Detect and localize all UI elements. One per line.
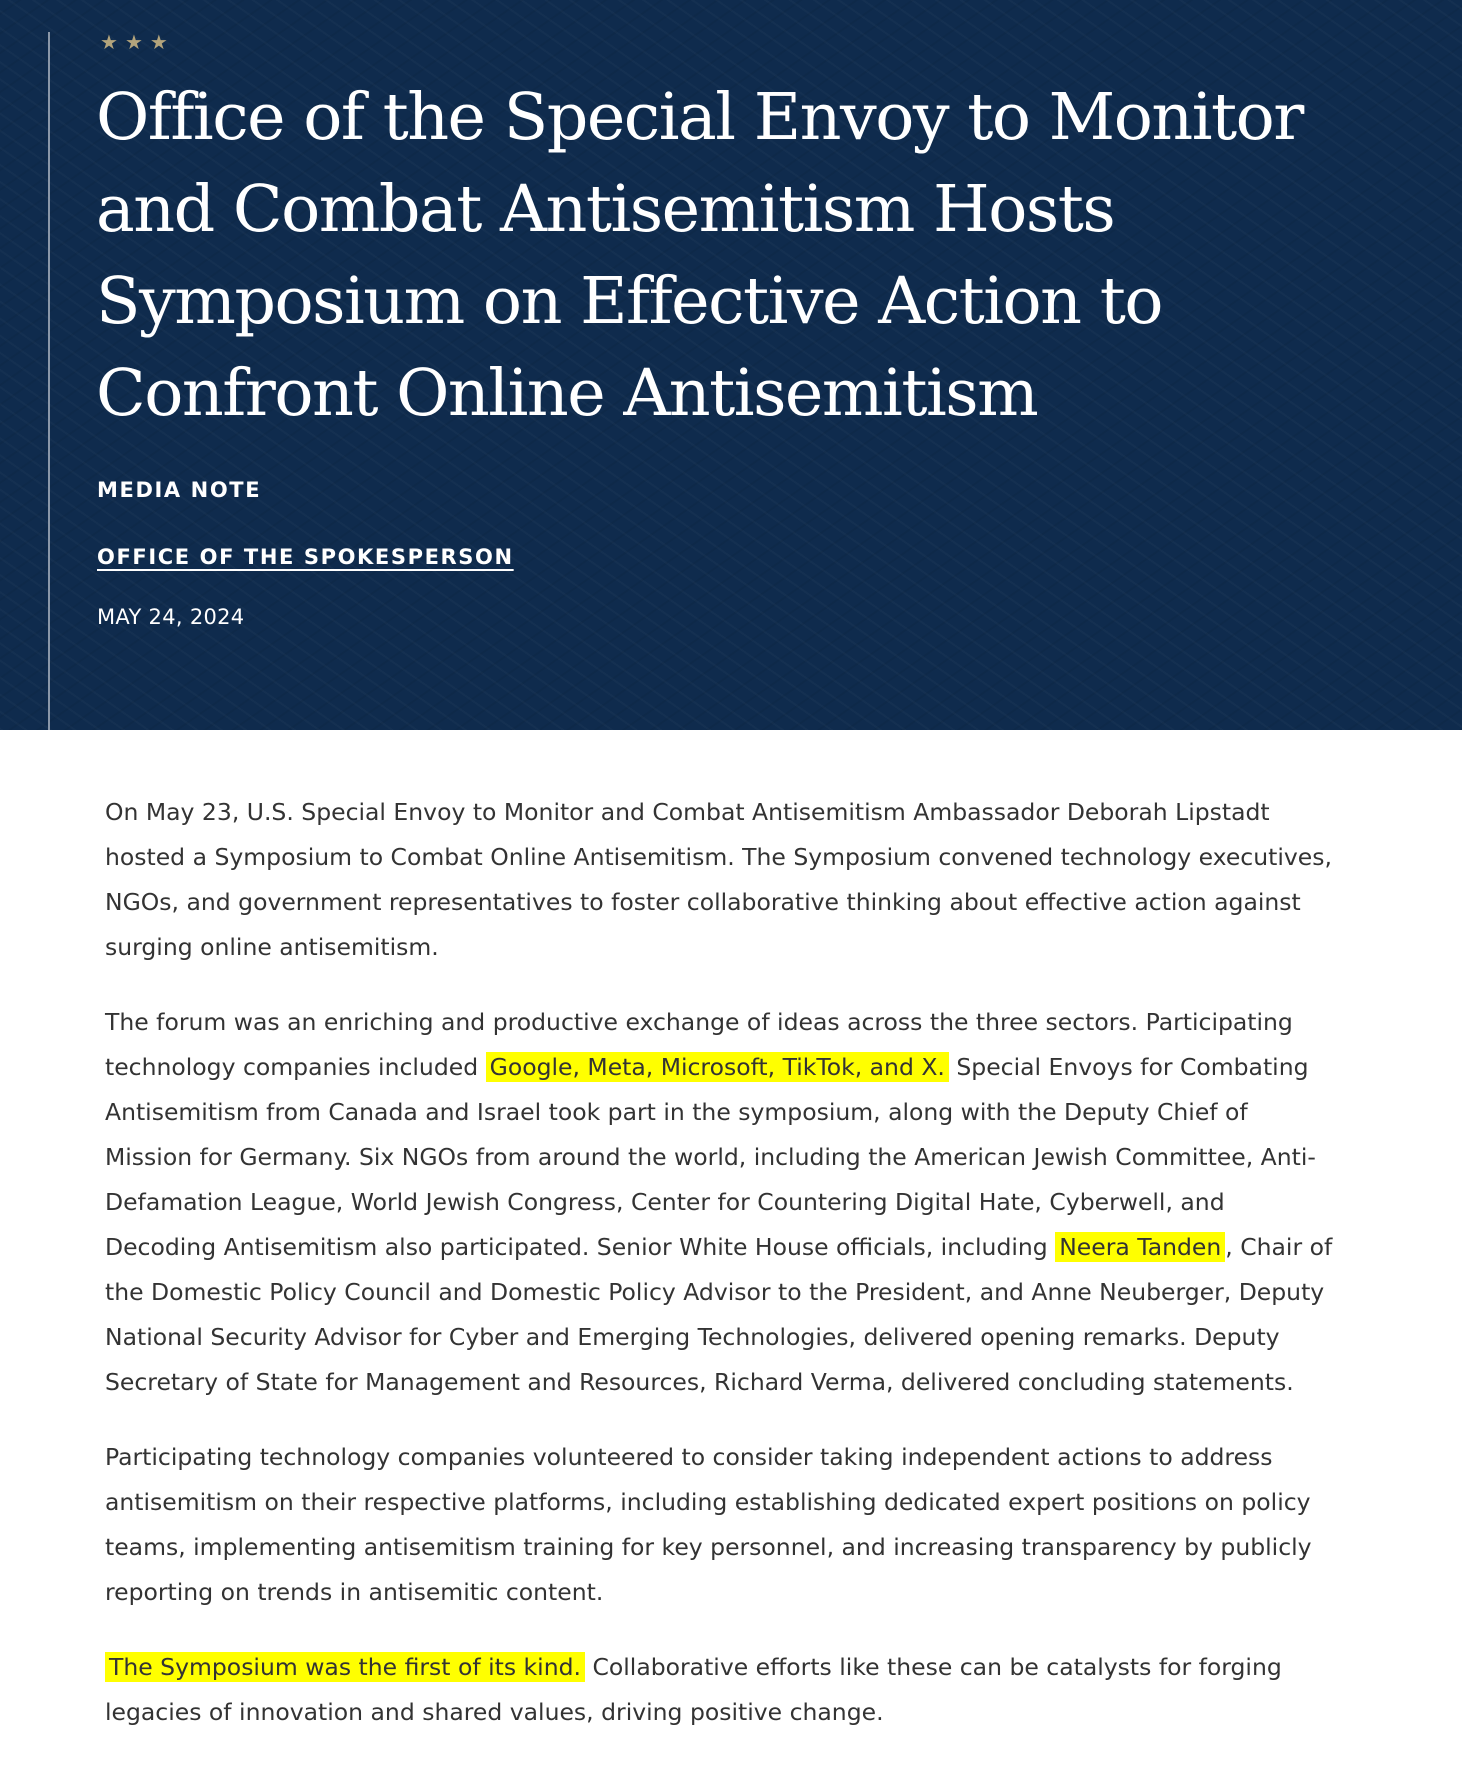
paragraph-4-text: Collaborative efforts like these can be catalysts for forging legacies of innovation and shared values, driving positive change.	[105, 1653, 1282, 1726]
office-of-spokesperson-link[interactable]: OFFICE OF THE SPOKESPERSON	[97, 545, 514, 569]
star-icon: ★	[124, 30, 143, 54]
star-decoration	[100, 30, 168, 54]
paragraph-1: On May 23, U.S. Special Envoy to Monitor and Combat Antisemitism Ambassador Deborah Lipstadt hosted a Symposium to Combat Online Antisemitism. The Symposium convened technology executives, NGOs, and government representatives to foster collaborative thinking about effective action against surging online antisemitism.	[105, 798, 1332, 961]
header-divider	[48, 32, 50, 730]
paragraph-4	[105, 1645, 1335, 1735]
content-type-label: MEDIA NOTE	[97, 478, 262, 502]
paragraph-2-text-a: The forum was an enriching and productive exchange of ideas across the three sectors. Participating technology companies included	[105, 1008, 1293, 1081]
paragraph-2-text-c: , Chair of the Domestic Policy Council and Domestic Policy Advisor to the President, and Anne Neuberger, Deputy National Security Advisor for Cyber and Emerging Technologies, delivered opening remarks. Deputy Secretary of State for Management and Resources, Richard Verma, delivered concluding statements.	[105, 1233, 1333, 1396]
star-icon: ★	[100, 30, 118, 54]
highlight-companies: Google, Meta, Microsoft, TikTok, and X.	[486, 1052, 949, 1082]
highlight-neera-tanden: Neera Tanden	[1055, 1232, 1225, 1262]
highlight-first-of-its-kind: The Symposium was the first of its kind.	[105, 1652, 585, 1682]
paragraph-2-text-b: Special Envoys for Combating Antisemitism from Canada and Israel took part in the symposium, along with the Deputy Chief of Mission for Germany. Six NGOs from around the world, including the American Jewish Committee, Anti-Defamation League, World Jewish Congress, Center for Countering Digital Hate, Cyberwell, and Decoding Antisemitism also participated. Senior White House officials, including	[105, 1053, 1316, 1261]
page-title: Office of the Special Envoy to Monitor and Combat Antisemitism Hosts Symposium on Effective Action to Confront Online Antisemitism	[96, 80, 1303, 431]
paragraph-2	[105, 1000, 1335, 1405]
page-header	[0, 0, 1462, 730]
paragraph-3: Participating technology companies volunteered to consider taking independent actions to address antisemitism on their respective platforms, including establishing dedicated expert positions on policy teams, implementing antisemitism training for key personnel, and increasing transparency by publicly reporting on trends in antisemitic content.	[105, 1443, 1312, 1606]
star-icon: ★	[149, 30, 168, 54]
publish-date: MAY 24, 2024	[97, 605, 245, 629]
article-body	[105, 790, 1335, 1735]
